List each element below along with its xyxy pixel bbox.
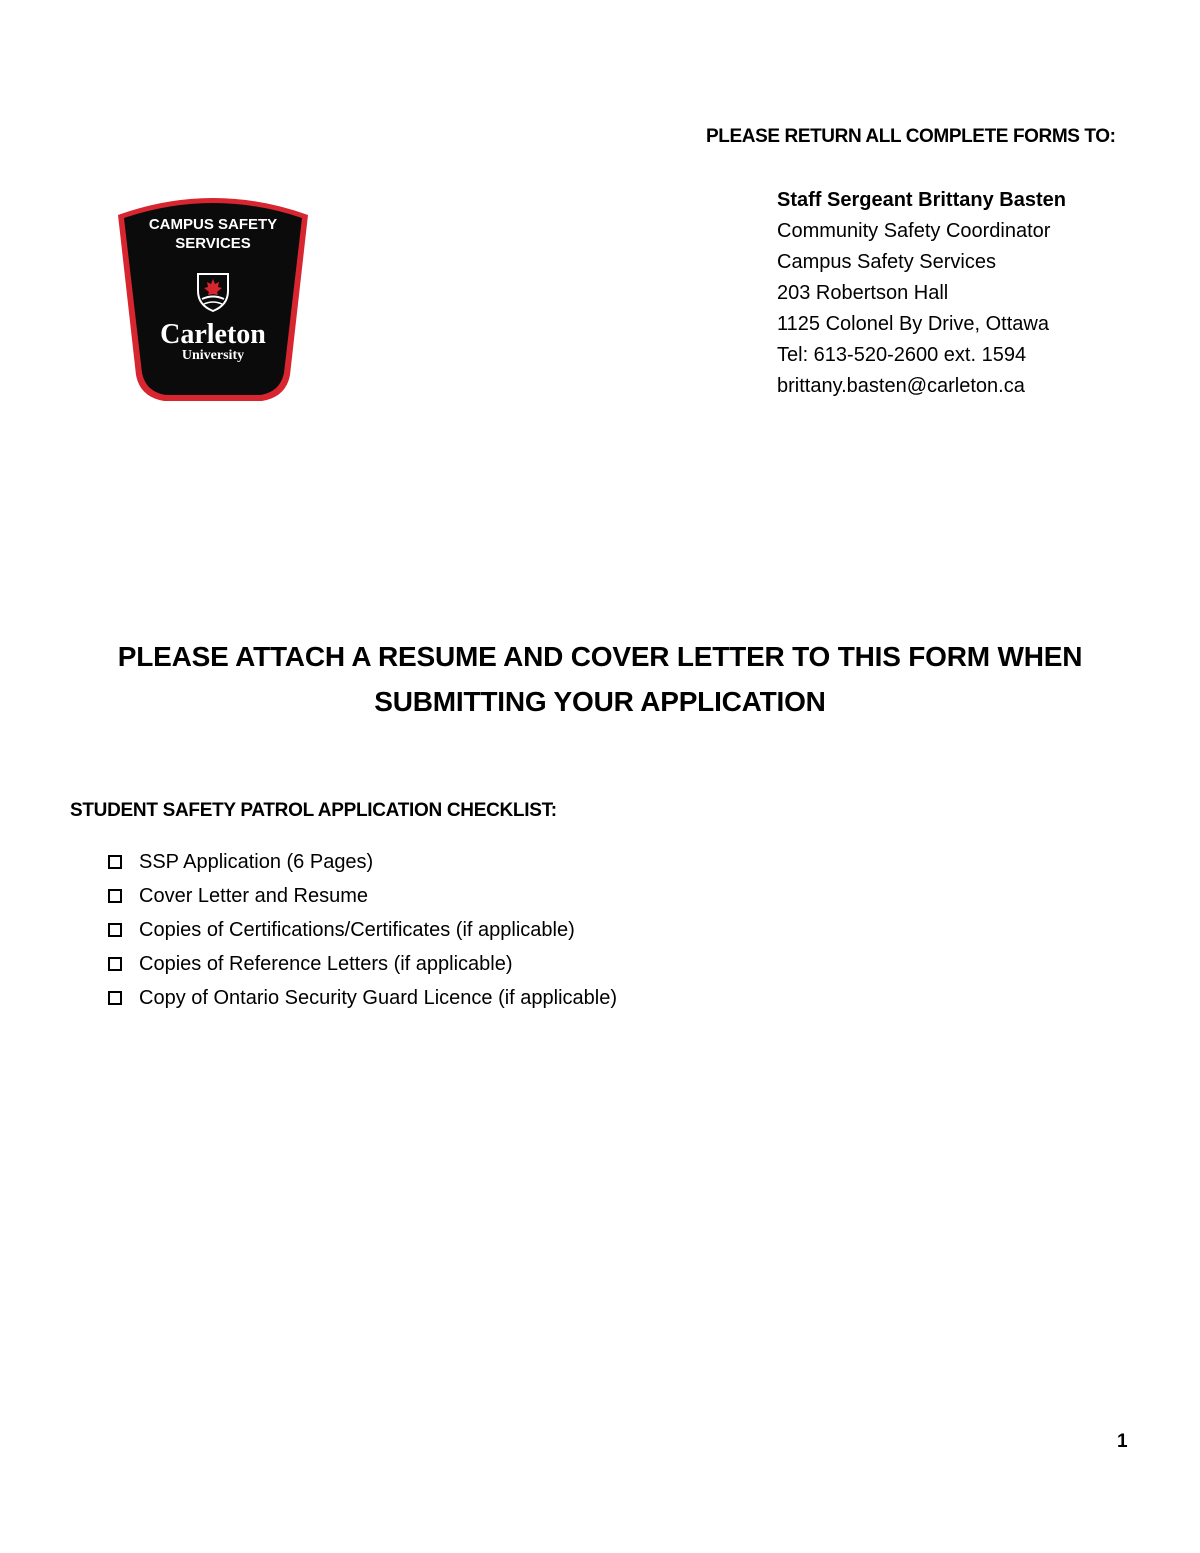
contact-department: Campus Safety Services [777, 251, 996, 273]
checklist-item [108, 879, 617, 913]
badge-university-name: Carleton [160, 319, 266, 350]
contact-title: Community Safety Coordinator [777, 220, 1051, 242]
checklist-title: STUDENT SAFETY PATROL APPLICATION CHECKLIST: [70, 800, 557, 821]
badge-line2: SERVICES [175, 235, 251, 252]
notice-line-2: SUBMITTING YOUR APPLICATION [374, 686, 826, 717]
checklist-item [108, 913, 617, 947]
contact-room: 203 Robertson Hall [777, 282, 949, 304]
campus-safety-badge-logo [112, 187, 314, 405]
checklist-item-label: Copies of Certifications/Certificates (if applicable) [139, 918, 575, 941]
checkbox-icon[interactable] [108, 957, 122, 971]
badge-line1: CAMPUS SAFETY [148, 216, 278, 233]
checklist-item-label: Copies of Reference Letters (if applicable) [139, 952, 513, 975]
badge-university-sub: University [181, 348, 245, 363]
checklist-item-label: Cover Letter and Resume [139, 884, 369, 907]
checklist-item [108, 981, 617, 1015]
contact-address-block [777, 185, 1066, 402]
checklist-item [108, 947, 617, 981]
contact-name: Staff Sergeant Brittany Basten [777, 189, 1066, 211]
checklist-item-label: SSP Application (6 Pages) [139, 850, 374, 873]
checkbox-icon[interactable] [108, 889, 122, 903]
application-checklist [108, 845, 617, 1015]
checkbox-icon[interactable] [108, 923, 122, 937]
checklist-item-label: Copy of Ontario Security Guard Licence (if applicable) [139, 986, 618, 1009]
checklist-item [108, 845, 617, 879]
checkbox-icon[interactable] [108, 855, 122, 869]
checkbox-icon[interactable] [108, 991, 122, 1005]
return-forms-heading: PLEASE RETURN ALL COMPLETE FORMS TO: [706, 126, 1116, 147]
contact-email: brittany.basten@carleton.ca [777, 375, 1025, 397]
contact-phone: Tel: 613-520-2600 ext. 1594 [777, 344, 1027, 366]
notice-line-1: PLEASE ATTACH A RESUME AND COVER LETTER TO THIS FORM WHEN [117, 641, 1083, 672]
contact-street: 1125 Colonel By Drive, Ottawa [777, 313, 1049, 335]
attach-resume-notice [60, 634, 1140, 724]
page-number: 1 [1117, 1431, 1128, 1452]
